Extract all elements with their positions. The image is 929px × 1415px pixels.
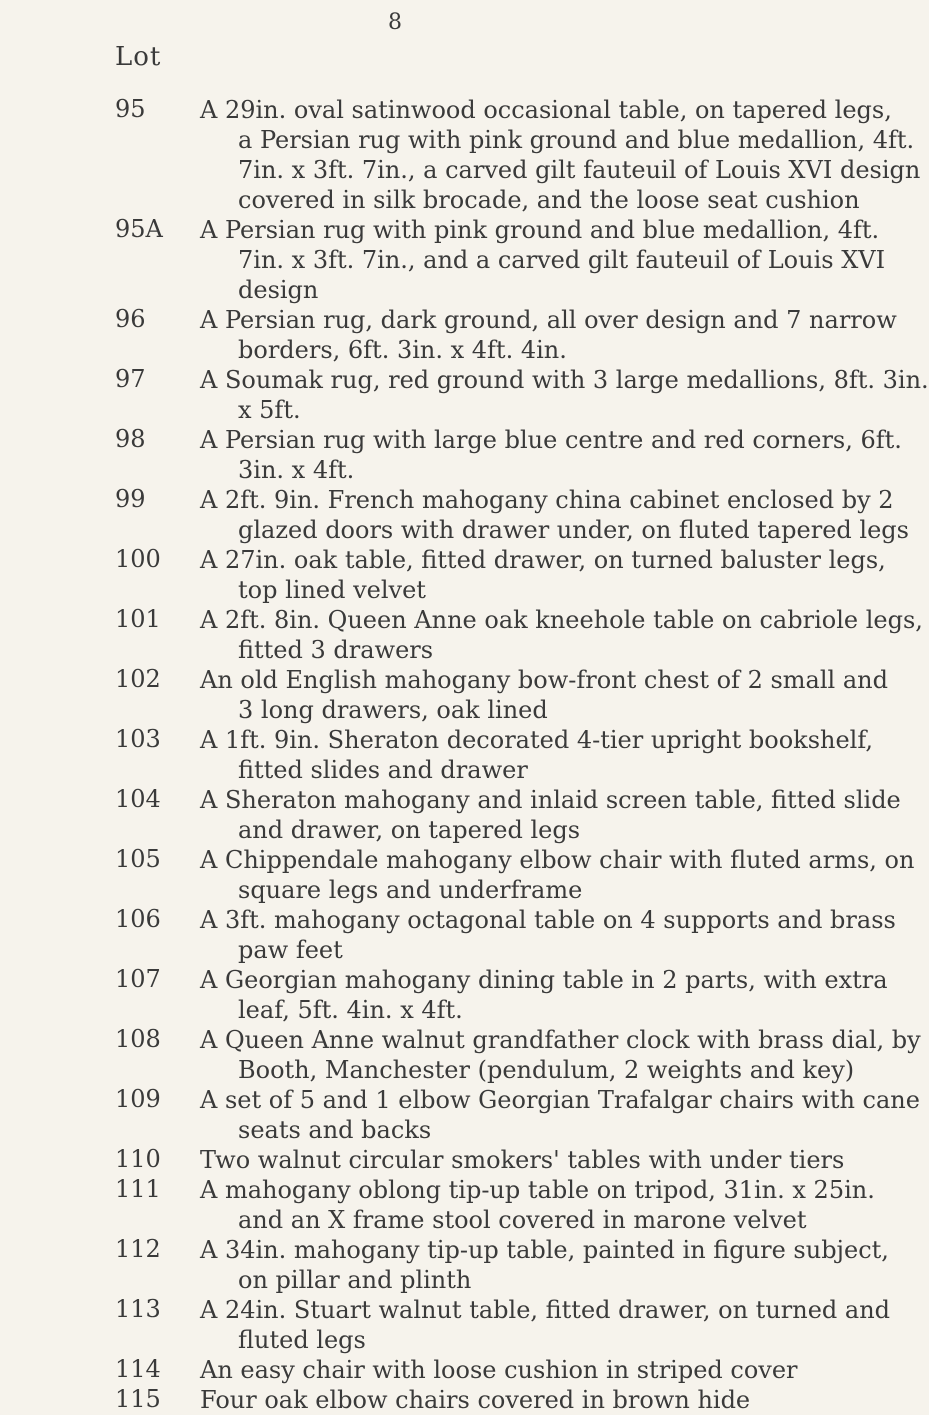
- lot-entry: [0, 845, 915, 905]
- lot-number: 103: [115, 725, 161, 753]
- lot-description-line: and an X frame stool covered in marone velvet: [238, 1206, 807, 1234]
- lot-entry: [0, 545, 886, 605]
- lot-entry: [0, 365, 929, 425]
- lot-entry: [0, 485, 909, 545]
- lot-description-line: Two walnut circular smokers' tables with under tiers: [200, 1146, 845, 1174]
- lot-entry: [0, 665, 888, 725]
- lot-entry: [0, 1025, 921, 1085]
- lot-number: 95A: [115, 215, 163, 243]
- lot-description-line: A 27in. oak table, fitted drawer, on turned baluster legs,: [200, 546, 886, 574]
- lot-description-line: leaf, 5ft. 4in. x 4ft.: [238, 996, 463, 1024]
- lot-description-line: A Persian rug with pink ground and blue medallion, 4ft.: [200, 216, 880, 244]
- lot-description-line: A 24in. Stuart walnut table, fitted drawer, on turned and: [200, 1296, 891, 1324]
- lot-number: 102: [115, 665, 161, 693]
- lot-description-line: A 2ft. 8in. Queen Anne oak kneehole table on cabriole legs,: [200, 606, 923, 634]
- lot-description-line: A 29in. oval satinwood occasional table, on tapered legs,: [200, 96, 892, 124]
- lot-description-line: A Persian rug with large blue centre and red corners, 6ft.: [200, 426, 902, 454]
- lot-entry: [0, 305, 897, 365]
- lot-number: 95: [115, 95, 146, 123]
- lot-number: 114: [115, 1355, 161, 1383]
- lot-description-line: 3in. x 4ft.: [238, 456, 355, 484]
- lot-description-line: 3 long drawers, oak lined: [238, 696, 548, 724]
- lot-number: 112: [115, 1235, 161, 1263]
- lot-number: 96: [115, 305, 146, 333]
- lot-description-line: top lined velvet: [238, 576, 426, 604]
- lot-entry: [0, 215, 886, 305]
- lot-number: 97: [115, 365, 146, 393]
- lot-number: 107: [115, 965, 161, 993]
- lot-heading: Lot: [115, 42, 162, 72]
- lot-description-line: 7in. x 3ft. 7in., a carved gilt fauteuil of Louis XVI design: [238, 156, 921, 184]
- lot-number: 106: [115, 905, 161, 933]
- lot-entry: [0, 1355, 800, 1385]
- lot-description-line: A Queen Anne walnut grandfather clock with brass dial, by: [200, 1026, 921, 1054]
- lot-entry: [0, 425, 902, 485]
- lot-number: 101: [115, 605, 161, 633]
- lot-description-line: Four oak elbow chairs covered in brown hide: [200, 1386, 751, 1414]
- lot-description-line: An easy chair with loose cushion in striped cover: [200, 1356, 798, 1384]
- lot-entry: [0, 1385, 800, 1415]
- lot-description-line: fitted slides and drawer: [238, 756, 528, 784]
- lot-number: 100: [115, 545, 161, 573]
- lot-description-line: A Chippendale mahogany elbow chair with fluted arms, on: [200, 846, 915, 874]
- lot-number: 110: [115, 1145, 161, 1173]
- lot-description-line: A Georgian mahogany dining table in 2 parts, with extra: [200, 966, 888, 994]
- lot-entry: [0, 605, 923, 665]
- lot-description-line: seats and backs: [238, 1116, 432, 1144]
- lot-description-line: glazed doors with drawer under, on fluted tapered legs: [238, 516, 909, 544]
- lot-description-line: covered in silk brocade, and the loose seat cushion: [238, 186, 860, 214]
- lot-description-line: A 2ft. 9in. French mahogany china cabinet enclosed by 2: [200, 486, 894, 514]
- lot-description-line: on pillar and plinth: [238, 1266, 472, 1294]
- lot-entry: [0, 1145, 845, 1175]
- lot-number: 105: [115, 845, 161, 873]
- lot-description-line: An old English mahogany bow-front chest of 2 small and: [200, 666, 888, 694]
- lot-number: 108: [115, 1025, 161, 1053]
- lot-number: 111: [115, 1175, 161, 1203]
- lot-description-line: design: [238, 276, 319, 304]
- lot-entry: [0, 725, 873, 785]
- lot-entry: [0, 1085, 920, 1145]
- lot-number: 113: [115, 1295, 161, 1323]
- lot-description-line: A Persian rug, dark ground, all over design and 7 narrow: [200, 306, 897, 334]
- lot-entry: [0, 1175, 875, 1235]
- lot-description-line: A 1ft. 9in. Sheraton decorated 4-tier upright bookshelf,: [200, 726, 873, 754]
- lot-description-line: A set of 5 and 1 elbow Georgian Trafalgar chairs with cane: [200, 1086, 920, 1114]
- lot-number: 98: [115, 425, 146, 453]
- lot-list: [0, 95, 929, 1415]
- lot-entry: [0, 965, 888, 1025]
- lot-entry: [0, 1235, 889, 1295]
- lot-description-line: Booth, Manchester (pendulum, 2 weights and key): [238, 1056, 855, 1084]
- lot-number: 104: [115, 785, 161, 813]
- lot-entry: [0, 1295, 891, 1355]
- lot-description-line: borders, 6ft. 3in. x 4ft. 4in.: [238, 336, 567, 364]
- lot-description-line: A 34in. mahogany tip-up table, painted in figure subject,: [200, 1236, 889, 1264]
- lot-description-line: A 3ft. mahogany octagonal table on 4 supports and brass: [200, 906, 896, 934]
- lot-description-line: A Soumak rug, red ground with 3 large medallions, 8ft. 3in.: [200, 366, 929, 394]
- page-number: 8: [388, 10, 402, 35]
- lot-number: 115: [115, 1385, 161, 1413]
- lot-description-line: square legs and underframe: [238, 876, 583, 904]
- lot-number: 99: [115, 485, 146, 513]
- lot-description-line: and drawer, on tapered legs: [238, 816, 581, 844]
- lot-description-line: fluted legs: [238, 1326, 366, 1354]
- lot-description-line: 7in. x 3ft. 7in., and a carved gilt fauteuil of Louis XVI: [238, 246, 886, 274]
- lot-entry: [0, 785, 901, 845]
- lot-description-line: fitted 3 drawers: [238, 636, 434, 664]
- lot-entry: [0, 905, 896, 965]
- lot-description-line: x 5ft.: [238, 396, 301, 424]
- lot-description-line: A mahogany oblong tip-up table on tripod, 31in. x 25in.: [200, 1176, 875, 1204]
- lot-description-line: paw feet: [238, 936, 343, 964]
- lot-number: 109: [115, 1085, 161, 1113]
- lot-description-line: A Sheraton mahogany and inlaid screen table, fitted slide: [200, 786, 901, 814]
- lot-entry: [0, 95, 921, 215]
- lot-description-line: a Persian rug with pink ground and blue medallion, 4ft.: [238, 126, 915, 154]
